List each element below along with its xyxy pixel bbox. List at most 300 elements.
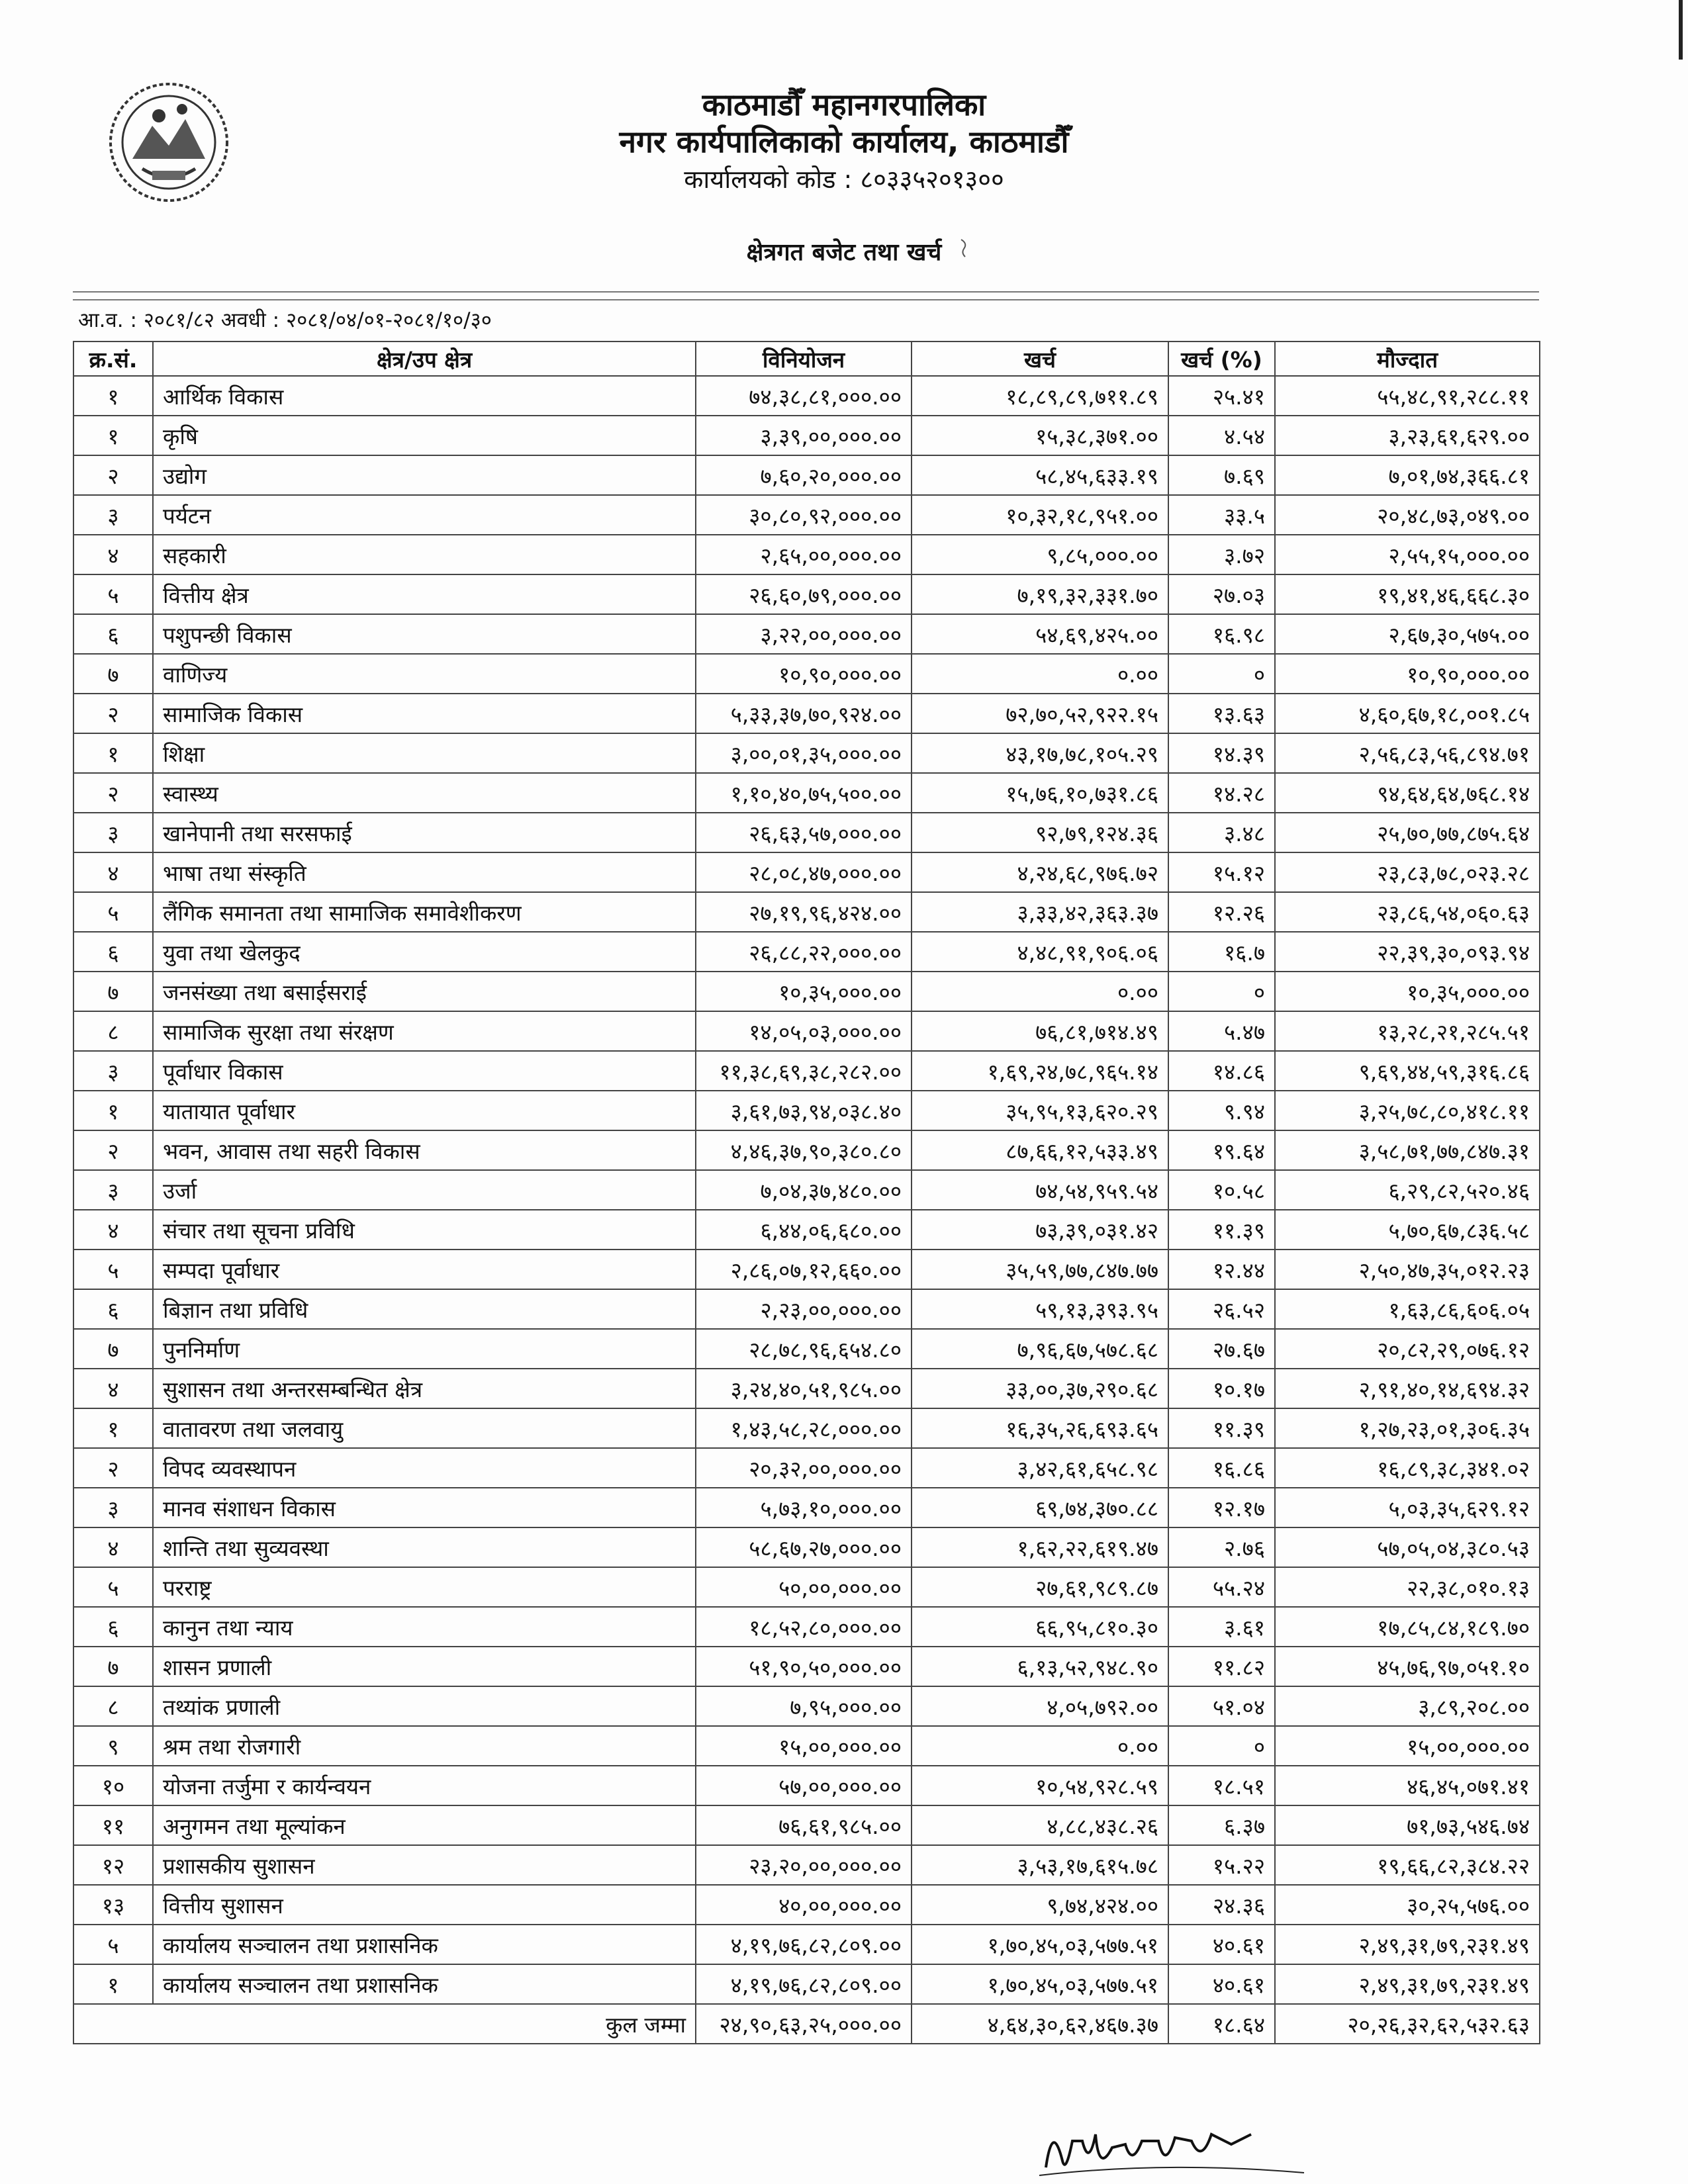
row-expense-percent: १५.२२ bbox=[1168, 1845, 1275, 1885]
row-expense: ३,५३,१७,६१५.७८ bbox=[912, 1845, 1168, 1885]
row-sector: शासन प्रणाली bbox=[153, 1647, 696, 1686]
row-sector: सामाजिक विकास bbox=[153, 694, 696, 733]
table-row bbox=[73, 1726, 1540, 1766]
row-allocation: ७,०४,३७,४८०.०० bbox=[696, 1170, 912, 1210]
row-expense-percent: १८.५१ bbox=[1168, 1766, 1275, 1805]
pen-mark bbox=[959, 237, 970, 259]
row-allocation: ३,६१,७३,९४,०३८.४० bbox=[696, 1091, 912, 1130]
table-row bbox=[73, 1448, 1540, 1488]
column-header-balance: मौज्दात bbox=[1275, 341, 1540, 376]
row-serial: ७ bbox=[73, 654, 153, 694]
row-expense: ५९,१३,३९३.९५ bbox=[912, 1289, 1168, 1329]
row-sector: आर्थिक विकास bbox=[153, 376, 696, 416]
total-expense-percent: १८.६४ bbox=[1168, 2004, 1275, 2044]
row-balance: ९,६९,४४,५९,३१६.८६ bbox=[1275, 1051, 1540, 1091]
row-sector: उर्जा bbox=[153, 1170, 696, 1210]
row-allocation: २६,६३,५७,०००.०० bbox=[696, 813, 912, 852]
row-balance: १७,८५,८४,१८९.७० bbox=[1275, 1607, 1540, 1647]
row-sector: वाणिज्य bbox=[153, 654, 696, 694]
row-balance: १९,४१,४६,६६८.३० bbox=[1275, 574, 1540, 614]
row-balance: ३,२३,६१,६२९.०० bbox=[1275, 416, 1540, 455]
row-expense-percent: ५५.२४ bbox=[1168, 1567, 1275, 1607]
row-expense: ७४,५४,९५९.५४ bbox=[912, 1170, 1168, 1210]
row-allocation: १०,३५,०००.०० bbox=[696, 972, 912, 1011]
row-expense: १६,३५,२६,६९३.६५ bbox=[912, 1408, 1168, 1448]
row-balance: २२,३९,३०,०९३.९४ bbox=[1275, 932, 1540, 972]
row-serial: ४ bbox=[73, 1527, 153, 1567]
row-sector: यातायात पूर्वाधार bbox=[153, 1091, 696, 1130]
table-row bbox=[73, 1488, 1540, 1527]
row-expense: ८७,६६,१२,५३३.४९ bbox=[912, 1130, 1168, 1170]
row-serial: ५ bbox=[73, 1250, 153, 1289]
row-expense-percent: १९.६४ bbox=[1168, 1130, 1275, 1170]
row-serial: १ bbox=[73, 733, 153, 773]
row-balance: १९,६६,८२,३८४.२२ bbox=[1275, 1845, 1540, 1885]
row-expense: ०.०० bbox=[912, 654, 1168, 694]
row-expense-percent: १२.४४ bbox=[1168, 1250, 1275, 1289]
row-balance: ३०,२५,५७६.०० bbox=[1275, 1885, 1540, 1925]
row-expense: १०,३२,१८,९५१.०० bbox=[912, 495, 1168, 535]
row-expense-percent: ० bbox=[1168, 1726, 1275, 1766]
row-balance: २,५५,१५,०००.०० bbox=[1275, 535, 1540, 574]
row-expense: ०.०० bbox=[912, 1726, 1168, 1766]
table-row bbox=[73, 455, 1540, 495]
row-balance: ७,०१,७४,३६६.८१ bbox=[1275, 455, 1540, 495]
row-expense-percent: ५१.०४ bbox=[1168, 1686, 1275, 1726]
row-sector: पर्यटन bbox=[153, 495, 696, 535]
row-allocation: ११,३८,६९,३८,२८२.०० bbox=[696, 1051, 912, 1091]
row-sector: कानुन तथा न्याय bbox=[153, 1607, 696, 1647]
table-row bbox=[73, 733, 1540, 773]
column-header-expense-percent: खर्च (%) bbox=[1168, 341, 1275, 376]
row-allocation: २३,२०,००,०००.०० bbox=[696, 1845, 912, 1885]
row-sector: श्रम तथा रोजगारी bbox=[153, 1726, 696, 1766]
row-expense-percent: १३.६३ bbox=[1168, 694, 1275, 733]
row-expense-percent: ० bbox=[1168, 654, 1275, 694]
row-sector: लैंगिक समानता तथा सामाजिक समावेशीकरण bbox=[153, 892, 696, 932]
row-expense: ६,१३,५२,९४८.९० bbox=[912, 1647, 1168, 1686]
row-allocation: ४,१९,७६,८२,८०९.०० bbox=[696, 1925, 912, 1964]
row-balance: १,२७,२३,०१,३०६.३५ bbox=[1275, 1408, 1540, 1448]
row-balance: १०,३५,०००.०० bbox=[1275, 972, 1540, 1011]
row-sector: जनसंख्या तथा बसाईसराई bbox=[153, 972, 696, 1011]
row-serial: २ bbox=[73, 1130, 153, 1170]
row-expense: १,६२,२२,६१९.४७ bbox=[912, 1527, 1168, 1567]
table-row bbox=[73, 773, 1540, 813]
row-sector: युवा तथा खेलकुद bbox=[153, 932, 696, 972]
row-allocation: २,८६,०७,१२,६६०.०० bbox=[696, 1250, 912, 1289]
row-balance: २३,८३,७८,०२३.२८ bbox=[1275, 852, 1540, 892]
row-sector: सुशासन तथा अन्तरसम्बन्धित क्षेत्र bbox=[153, 1369, 696, 1408]
row-expense-percent: १०.५८ bbox=[1168, 1170, 1275, 1210]
row-expense-percent: १२.१७ bbox=[1168, 1488, 1275, 1527]
row-allocation: ३०,८०,९२,०००.०० bbox=[696, 495, 912, 535]
row-sector: खानेपानी तथा सरसफाई bbox=[153, 813, 696, 852]
row-sector: सहकारी bbox=[153, 535, 696, 574]
table-row bbox=[73, 1925, 1540, 1964]
row-serial: ३ bbox=[73, 495, 153, 535]
row-expense: १५,३८,३७१.०० bbox=[912, 416, 1168, 455]
row-sector: योजना तर्जुमा र कार्यन्वयन bbox=[153, 1766, 696, 1805]
row-expense-percent: ४०.६१ bbox=[1168, 1964, 1275, 2004]
row-sector: पूर्वाधार विकास bbox=[153, 1051, 696, 1091]
column-header-sector: क्षेत्र/उप क्षेत्र bbox=[153, 341, 696, 376]
row-serial: ३ bbox=[73, 1170, 153, 1210]
row-balance: २५,७०,७७,८७५.६४ bbox=[1275, 813, 1540, 852]
office-code: कार्यालयको कोड : ८०३३५२०१३०० bbox=[684, 165, 1004, 194]
row-allocation: २८,०८,४७,०००.०० bbox=[696, 852, 912, 892]
office-name: नगर कार्यपालिकाको कार्यालय, काठमाडौँ bbox=[619, 124, 1069, 159]
row-balance: ४६,४५,०७१.४१ bbox=[1275, 1766, 1540, 1805]
row-balance: ३,२५,७८,८०,४१८.११ bbox=[1275, 1091, 1540, 1130]
table-row bbox=[73, 852, 1540, 892]
row-sector: शान्ति तथा सुव्यवस्था bbox=[153, 1527, 696, 1567]
row-expense-percent: १२.२६ bbox=[1168, 892, 1275, 932]
row-sector: वातावरण तथा जलवायु bbox=[153, 1408, 696, 1448]
table-row bbox=[73, 1766, 1540, 1805]
signature bbox=[1033, 2115, 1311, 2181]
row-sector: विपद व्यवस्थापन bbox=[153, 1448, 696, 1488]
table-row bbox=[73, 1369, 1540, 1408]
row-sector: परराष्ट्र bbox=[153, 1567, 696, 1607]
table-header-row bbox=[73, 341, 1540, 376]
row-sector: भवन, आवास तथा सहरी विकास bbox=[153, 1130, 696, 1170]
row-serial: २ bbox=[73, 1448, 153, 1488]
row-serial: ५ bbox=[73, 574, 153, 614]
row-expense: ९२,७९,१२४.३६ bbox=[912, 813, 1168, 852]
row-serial: १२ bbox=[73, 1845, 153, 1885]
table-row bbox=[73, 1686, 1540, 1726]
row-sector: पशुपन्छी विकास bbox=[153, 614, 696, 654]
row-serial: ४ bbox=[73, 852, 153, 892]
row-allocation: १८,५२,८०,०००.०० bbox=[696, 1607, 912, 1647]
row-expense: ७२,७०,५२,९२२.१५ bbox=[912, 694, 1168, 733]
row-serial: १ bbox=[73, 1408, 153, 1448]
row-sector: तथ्यांक प्रणाली bbox=[153, 1686, 696, 1726]
row-sector: पुननिर्माण bbox=[153, 1329, 696, 1369]
row-allocation: ४,१९,७६,८२,८०९.०० bbox=[696, 1964, 912, 2004]
table-row bbox=[73, 1289, 1540, 1329]
total-label: कुल जम्मा bbox=[73, 2004, 696, 2044]
table-row bbox=[73, 972, 1540, 1011]
row-expense: ४,२४,६८,९७६.७२ bbox=[912, 852, 1168, 892]
row-expense: ७,१९,३२,३३१.७० bbox=[912, 574, 1168, 614]
row-expense: १,६९,२४,७८,९६५.१४ bbox=[912, 1051, 1168, 1091]
table-row bbox=[73, 1964, 1540, 2004]
table-row bbox=[73, 813, 1540, 852]
row-sector: सम्पदा पूर्वाधार bbox=[153, 1250, 696, 1289]
row-balance: ५,७०,६७,८३६.५८ bbox=[1275, 1210, 1540, 1250]
row-balance: २,५०,४७,३५,०१२.२३ bbox=[1275, 1250, 1540, 1289]
report-title: क्षेत्रगत बजेट तथा खर्च bbox=[746, 239, 942, 266]
organization-name: काठमाडौँ महानगरपालिका bbox=[702, 87, 986, 122]
row-allocation: ३,३९,००,०००.०० bbox=[696, 416, 912, 455]
table-row bbox=[73, 1647, 1540, 1686]
row-sector: कृषि bbox=[153, 416, 696, 455]
row-serial: १ bbox=[73, 1091, 153, 1130]
row-serial: ७ bbox=[73, 972, 153, 1011]
row-allocation: ५८,६७,२७,०००.०० bbox=[696, 1527, 912, 1567]
row-sector: उद्योग bbox=[153, 455, 696, 495]
row-serial: ५ bbox=[73, 1925, 153, 1964]
row-allocation: २,६५,००,०००.०० bbox=[696, 535, 912, 574]
row-allocation: २,२३,००,०००.०० bbox=[696, 1289, 912, 1329]
row-balance: ६,२९,८२,५२०.४६ bbox=[1275, 1170, 1540, 1210]
row-balance: १६,८९,३८,३४१.०२ bbox=[1275, 1448, 1540, 1488]
row-serial: ४ bbox=[73, 1210, 153, 1250]
row-expense-percent: १४.८६ bbox=[1168, 1051, 1275, 1091]
row-serial: १ bbox=[73, 1964, 153, 2004]
row-allocation: १,१०,४०,७५,५००.०० bbox=[696, 773, 912, 813]
row-sector: कार्यालय सञ्चालन तथा प्रशासनिक bbox=[153, 1925, 696, 1964]
row-sector: सामाजिक सुरक्षा तथा संरक्षण bbox=[153, 1011, 696, 1051]
table-row bbox=[73, 1607, 1540, 1647]
document-header bbox=[0, 86, 1688, 196]
row-balance: ५,०३,३५,६२९.१२ bbox=[1275, 1488, 1540, 1527]
row-sector: कार्यालय सञ्चालन तथा प्रशासनिक bbox=[153, 1964, 696, 2004]
row-expense-percent: १६.७ bbox=[1168, 932, 1275, 972]
row-expense-percent: ३.७२ bbox=[1168, 535, 1275, 574]
header-rule bbox=[73, 291, 1539, 293]
row-expense: ४३,१७,७८,१०५.२९ bbox=[912, 733, 1168, 773]
table-row bbox=[73, 1170, 1540, 1210]
total-row bbox=[73, 2004, 1540, 2044]
row-sector: प्रशासकीय सुशासन bbox=[153, 1845, 696, 1885]
fiscal-period: आ.व. : २०८१/८२ अवधी : २०८१/०४/०१-२०८१/१०/३० bbox=[78, 308, 492, 332]
row-expense: ४,८८,४३८.२६ bbox=[912, 1805, 1168, 1845]
column-header-allocation: विनियोजन bbox=[696, 341, 912, 376]
column-header-expense: खर्च bbox=[912, 341, 1168, 376]
row-expense: ४,०५,७९२.०० bbox=[912, 1686, 1168, 1726]
row-allocation: ४,४६,३७,९०,३८०.८० bbox=[696, 1130, 912, 1170]
row-serial: ११ bbox=[73, 1805, 153, 1845]
page-edge-mark bbox=[1679, 0, 1683, 60]
row-expense-percent: ४०.६१ bbox=[1168, 1925, 1275, 1964]
row-balance: १०,९०,०००.०० bbox=[1275, 654, 1540, 694]
row-expense-percent: २६.५२ bbox=[1168, 1289, 1275, 1329]
row-expense: ३३,००,३७,२९०.६८ bbox=[912, 1369, 1168, 1408]
row-serial: ४ bbox=[73, 535, 153, 574]
row-balance: ५५,४८,९१,२८८.११ bbox=[1275, 376, 1540, 416]
row-serial: ७ bbox=[73, 1329, 153, 1369]
table-row bbox=[73, 1130, 1540, 1170]
row-serial: ९ bbox=[73, 1726, 153, 1766]
row-serial: ५ bbox=[73, 892, 153, 932]
row-expense: ३५,९५,१३,६२०.२९ bbox=[912, 1091, 1168, 1130]
row-expense: ३,३३,४२,३६३.३७ bbox=[912, 892, 1168, 932]
row-serial: १ bbox=[73, 376, 153, 416]
row-balance: ४,६०,६७,१८,००१.८५ bbox=[1275, 694, 1540, 733]
row-allocation: ५,३३,३७,७०,९२४.०० bbox=[696, 694, 912, 733]
table-row bbox=[73, 574, 1540, 614]
row-balance: २,६७,३०,५७५.०० bbox=[1275, 614, 1540, 654]
row-balance: १३,२८,२१,२८५.५१ bbox=[1275, 1011, 1540, 1051]
row-expense: १५,७६,१०,७३१.८६ bbox=[912, 773, 1168, 813]
table-row bbox=[73, 1210, 1540, 1250]
row-expense: १,७०,४५,०३,५७७.५१ bbox=[912, 1925, 1168, 1964]
row-sector: भाषा तथा संस्कृति bbox=[153, 852, 696, 892]
row-balance: ३,५८,७१,७७,८४७.३१ bbox=[1275, 1130, 1540, 1170]
row-expense: १८,८९,८९,७११.८९ bbox=[912, 376, 1168, 416]
row-balance: २,४९,३१,७९,२३१.४९ bbox=[1275, 1925, 1540, 1964]
row-expense: ५४,६९,४२५.०० bbox=[912, 614, 1168, 654]
table-row bbox=[73, 1885, 1540, 1925]
row-allocation: ३,००,०१,३५,०००.०० bbox=[696, 733, 912, 773]
row-serial: २ bbox=[73, 455, 153, 495]
row-balance: २०,४८,७३,०४९.०० bbox=[1275, 495, 1540, 535]
row-sector: वित्तीय क्षेत्र bbox=[153, 574, 696, 614]
row-expense: १,७०,४५,०३,५७७.५१ bbox=[912, 1964, 1168, 2004]
row-sector: संचार तथा सूचना प्रविधि bbox=[153, 1210, 696, 1250]
row-allocation: २७,१९,९६,४२४.०० bbox=[696, 892, 912, 932]
row-allocation: २६,८८,२२,०००.०० bbox=[696, 932, 912, 972]
row-expense: ०.०० bbox=[912, 972, 1168, 1011]
row-allocation: २८,७८,९६,६५४.८० bbox=[696, 1329, 912, 1369]
row-expense: ७३,३९,०३१.४२ bbox=[912, 1210, 1168, 1250]
total-allocation: २४,९०,६३,२५,०००.०० bbox=[696, 2004, 912, 2044]
row-allocation: ५१,९०,५०,०००.०० bbox=[696, 1647, 912, 1686]
row-serial: ८ bbox=[73, 1686, 153, 1726]
budget-table bbox=[73, 341, 1540, 2044]
header-rule-second bbox=[73, 299, 1539, 300]
table-row bbox=[73, 416, 1540, 455]
row-sector: स्वास्थ्य bbox=[153, 773, 696, 813]
table-row bbox=[73, 1845, 1540, 1885]
row-serial: ७ bbox=[73, 1647, 153, 1686]
row-balance: २,९१,४०,१४,६९४.३२ bbox=[1275, 1369, 1540, 1408]
row-allocation: १४,०५,०३,०००.०० bbox=[696, 1011, 912, 1051]
row-balance: २२,३८,०१०.१३ bbox=[1275, 1567, 1540, 1607]
row-expense-percent: २.७६ bbox=[1168, 1527, 1275, 1567]
row-expense: ३५,५९,७७,८४७.७७ bbox=[912, 1250, 1168, 1289]
row-sector: अनुगमन तथा मूल्यांकन bbox=[153, 1805, 696, 1845]
table-row bbox=[73, 694, 1540, 733]
row-expense: ३,४२,६१,६५८.९८ bbox=[912, 1448, 1168, 1488]
row-balance: ५७,०५,०४,३८०.५३ bbox=[1275, 1527, 1540, 1567]
row-serial: ४ bbox=[73, 1369, 153, 1408]
row-balance: १,६३,८६,६०६.०५ bbox=[1275, 1289, 1540, 1329]
row-expense-percent: ११.८२ bbox=[1168, 1647, 1275, 1686]
row-serial: ३ bbox=[73, 1488, 153, 1527]
row-expense: १०,५४,९२८.५९ bbox=[912, 1766, 1168, 1805]
row-expense: ७६,८१,७१४.४९ bbox=[912, 1011, 1168, 1051]
row-serial: २ bbox=[73, 773, 153, 813]
row-expense-percent: ४.५४ bbox=[1168, 416, 1275, 455]
row-expense: ६६,९५,८१०.३० bbox=[912, 1607, 1168, 1647]
row-expense-percent: २७.६७ bbox=[1168, 1329, 1275, 1369]
row-expense-percent: ६.३७ bbox=[1168, 1805, 1275, 1845]
row-expense-percent: १५.१२ bbox=[1168, 852, 1275, 892]
row-expense-percent: १०.१७ bbox=[1168, 1369, 1275, 1408]
row-expense-percent: १४.३९ bbox=[1168, 733, 1275, 773]
row-allocation: ३,२२,००,०००.०० bbox=[696, 614, 912, 654]
row-expense-percent: १४.२८ bbox=[1168, 773, 1275, 813]
table-row bbox=[73, 654, 1540, 694]
row-serial: २ bbox=[73, 694, 153, 733]
row-expense: ५८,४५,६३३.१९ bbox=[912, 455, 1168, 495]
row-expense-percent: ३.४८ bbox=[1168, 813, 1275, 852]
table-row bbox=[73, 535, 1540, 574]
row-expense: ९,७४,४२४.०० bbox=[912, 1885, 1168, 1925]
table-row bbox=[73, 495, 1540, 535]
row-sector: बिज्ञान तथा प्रविधि bbox=[153, 1289, 696, 1329]
table-row bbox=[73, 1567, 1540, 1607]
row-allocation: ७,६०,२०,०००.०० bbox=[696, 455, 912, 495]
table-row bbox=[73, 1011, 1540, 1051]
row-expense: ९,८५,०००.०० bbox=[912, 535, 1168, 574]
table-row bbox=[73, 1091, 1540, 1130]
row-expense-percent: २४.३६ bbox=[1168, 1885, 1275, 1925]
row-sector: वित्तीय सुशासन bbox=[153, 1885, 696, 1925]
row-allocation: २६,६०,७९,०००.०० bbox=[696, 574, 912, 614]
table-row bbox=[73, 1527, 1540, 1567]
row-expense-percent: ९.९४ bbox=[1168, 1091, 1275, 1130]
row-balance: ९४,६४,६४,७६८.१४ bbox=[1275, 773, 1540, 813]
row-expense-percent: ३.६१ bbox=[1168, 1607, 1275, 1647]
row-serial: ६ bbox=[73, 614, 153, 654]
row-expense: ६९,७४,३७०.८८ bbox=[912, 1488, 1168, 1527]
row-sector: शिक्षा bbox=[153, 733, 696, 773]
row-expense-percent: ७.६९ bbox=[1168, 455, 1275, 495]
row-serial: १० bbox=[73, 1766, 153, 1805]
row-allocation: ४०,००,०००.०० bbox=[696, 1885, 912, 1925]
row-expense: ४,४८,९१,९०६.०६ bbox=[912, 932, 1168, 972]
table-row bbox=[73, 1250, 1540, 1289]
row-allocation: ६,४४,०६,६८०.०० bbox=[696, 1210, 912, 1250]
row-allocation: ५०,००,०००.०० bbox=[696, 1567, 912, 1607]
row-balance: ७१,७३,५४६.७४ bbox=[1275, 1805, 1540, 1845]
table-row bbox=[73, 1051, 1540, 1091]
row-expense-percent: १६.८६ bbox=[1168, 1448, 1275, 1488]
row-allocation: ५,७३,१०,०००.०० bbox=[696, 1488, 912, 1527]
table-row bbox=[73, 892, 1540, 932]
row-serial: ८ bbox=[73, 1011, 153, 1051]
row-serial: ६ bbox=[73, 1289, 153, 1329]
row-serial: ५ bbox=[73, 1567, 153, 1607]
row-serial: १३ bbox=[73, 1885, 153, 1925]
row-serial: ६ bbox=[73, 1607, 153, 1647]
row-expense: ७,९६,६७,५७८.६८ bbox=[912, 1329, 1168, 1369]
row-allocation: ७४,३८,८१,०००.०० bbox=[696, 376, 912, 416]
row-balance: ४५,७६,९७,०५१.१० bbox=[1275, 1647, 1540, 1686]
total-expense: ४,६४,३०,६२,४६७.३७ bbox=[912, 2004, 1168, 2044]
row-expense-percent: ११.३९ bbox=[1168, 1210, 1275, 1250]
row-allocation: १०,९०,०००.०० bbox=[696, 654, 912, 694]
row-expense-percent: ० bbox=[1168, 972, 1275, 1011]
table-row bbox=[73, 932, 1540, 972]
row-allocation: १५,००,०००.०० bbox=[696, 1726, 912, 1766]
row-expense-percent: २५.४१ bbox=[1168, 376, 1275, 416]
row-expense-percent: १६.९८ bbox=[1168, 614, 1275, 654]
row-allocation: २०,३२,००,०००.०० bbox=[696, 1448, 912, 1488]
row-balance: २०,८२,२९,०७६.१२ bbox=[1275, 1329, 1540, 1369]
row-balance: १५,००,०००.०० bbox=[1275, 1726, 1540, 1766]
row-allocation: ३,२४,४०,५१,९८५.०० bbox=[696, 1369, 912, 1408]
total-balance: २०,२६,३२,६२,५३२.६३ bbox=[1275, 2004, 1540, 2044]
row-serial: ३ bbox=[73, 1051, 153, 1091]
row-balance: ३,८९,२०८.०० bbox=[1275, 1686, 1540, 1726]
row-allocation: ७,९५,०००.०० bbox=[696, 1686, 912, 1726]
row-expense-percent: ५.४७ bbox=[1168, 1011, 1275, 1051]
row-balance: २,४९,३१,७९,२३१.४९ bbox=[1275, 1964, 1540, 2004]
table-row bbox=[73, 1805, 1540, 1845]
row-serial: ३ bbox=[73, 813, 153, 852]
column-header-sn: क्र.सं. bbox=[73, 341, 153, 376]
row-serial: ६ bbox=[73, 932, 153, 972]
table-row bbox=[73, 1408, 1540, 1448]
row-balance: २,५६,८३,५६,८९४.७१ bbox=[1275, 733, 1540, 773]
table-row bbox=[73, 1329, 1540, 1369]
